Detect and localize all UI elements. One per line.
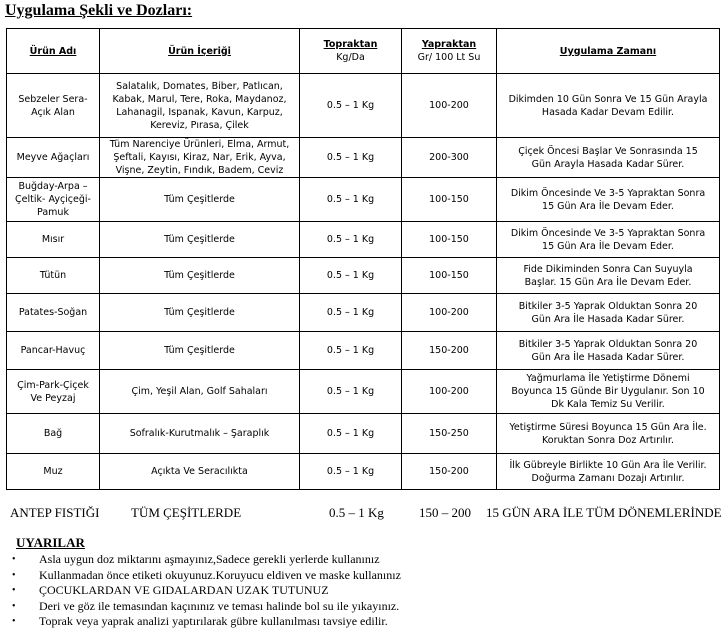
cell-timing xyxy=(497,222,720,258)
cell-timing-line: Yetiştirme Süresi Boyunca 15 Gün Ara İle. xyxy=(509,421,707,433)
cell-timing-line: 15 Gün Ara İle Devam Eder. xyxy=(542,240,674,252)
table-header-row xyxy=(7,29,720,74)
table-row xyxy=(7,178,720,222)
bullet-icon: • xyxy=(12,585,16,596)
header-timing: Uygulama Zamanı xyxy=(497,29,720,74)
warning-text: ÇOCUKLARDAN VE GIDALARDAN UZAK TUTUNUZ xyxy=(39,583,329,597)
cell-content xyxy=(100,294,300,332)
warning-text: Kullanmadan önce etiketi okuyunuz.Koruyucu eldiven ve maske kullanınız xyxy=(39,567,401,582)
header-leaf: Yapraktan Gr/ 100 Lt Su xyxy=(402,29,497,74)
cell-soil: 0.5 – 1 Kg xyxy=(300,414,402,454)
cell-timing-line: Dikim Öncesinde Ve 3-5 Yapraktan Sonra xyxy=(510,187,706,199)
header-content: Ürün İçeriği xyxy=(100,29,300,74)
cell-timing-line: Gün Ara İle Hasada Kadar Sürer. xyxy=(531,351,685,363)
cell-timing-line: Doğurma Zamanı Dozajı Artırılır. xyxy=(531,472,685,484)
cell-timing-line: İlk Gübreyle Birlikte 10 Gün Ara İle Verilir. xyxy=(509,459,707,471)
cell-timing-line: Koruktan Sonra Doz Artırılır. xyxy=(542,434,674,446)
table-row xyxy=(7,222,720,258)
cell-content-line: Tüm Çeşitlerde xyxy=(164,345,235,356)
cell-soil: 0.5 – 1 Kg xyxy=(300,222,402,258)
extra-soil: 0.5 – 1 Kg xyxy=(329,505,384,520)
cell-timing-line: Başlar. 15 Gün Ara İle Devam Eder. xyxy=(524,276,692,288)
bullet-icon: • xyxy=(12,616,16,627)
cell-content-line: Şeftali, Kayısı, Kiraz, Nar, Erik, Ayva, xyxy=(113,152,286,163)
cell-content-line: Kabak, Marul, Tere, Roka, Maydanoz, xyxy=(112,93,287,105)
cell-timing-line: Gün Ara İle Hasada Kadar Sürer. xyxy=(531,313,685,325)
cell-product-line: Açık Alan xyxy=(31,106,75,118)
cell-content xyxy=(100,370,300,414)
cell-timing xyxy=(497,332,720,370)
extra-leaf: 150 – 200 xyxy=(419,505,471,520)
table-row xyxy=(7,74,720,138)
warning-item xyxy=(0,568,401,584)
cell-product-line: Pamuk xyxy=(37,207,69,218)
cell-timing-line: Boyunca 15 Günde Bir Uygulanır. Son 10 xyxy=(511,386,705,397)
cell-product xyxy=(7,138,100,178)
table-row xyxy=(7,258,720,294)
cell-product-line: Mısır xyxy=(41,234,65,245)
cell-timing-line: Fide Dikiminden Sonra Can Suyuyla xyxy=(523,263,693,275)
warning-item xyxy=(0,599,401,615)
bullet-icon: • xyxy=(12,569,16,581)
cell-content-line: Tüm Çeşitlerde xyxy=(164,307,235,318)
cell-content xyxy=(100,332,300,370)
cell-soil: 0.5 – 1 Kg xyxy=(300,294,402,332)
header-soil: Topraktan Kg/Da xyxy=(300,29,402,74)
table-row xyxy=(7,454,720,490)
cell-content-line: Lahanagil, Ispanak, Kavun, Karpuz, xyxy=(116,106,283,118)
cell-leaf: 100-150 xyxy=(402,258,497,294)
cell-timing-line: Bitkiler 3-5 Yaprak Olduktan Sonra 20 xyxy=(518,338,698,350)
cell-timing xyxy=(497,258,720,294)
cell-content-line: Tüm Çeşitlerde xyxy=(164,234,235,245)
cell-timing-line: Yağmurlama İle Yetiştirme Dönemi xyxy=(526,373,690,384)
cell-product-line: Çeltik- Ayçiçeği- xyxy=(15,194,91,205)
cell-leaf: 100-200 xyxy=(402,74,497,138)
cell-soil: 0.5 – 1 Kg xyxy=(300,258,402,294)
cell-product-line: Muz xyxy=(43,466,63,477)
cell-timing-line: Dikimden 10 Gün Sonra Ve 15 Gün Arayla xyxy=(508,93,708,105)
table-row xyxy=(7,138,720,178)
cell-content-line: Çim, Yeşil Alan, Golf Sahaları xyxy=(131,386,268,397)
cell-product xyxy=(7,222,100,258)
cell-product-line: Tütün xyxy=(39,270,67,281)
cell-content xyxy=(100,222,300,258)
cell-content xyxy=(100,414,300,454)
cell-product-line: Çim-Park-Çiçek xyxy=(17,379,89,391)
cell-timing xyxy=(497,294,720,332)
cell-timing xyxy=(497,454,720,490)
warnings-list xyxy=(0,552,401,630)
cell-soil: 0.5 – 1 Kg xyxy=(300,454,402,490)
cell-timing xyxy=(497,178,720,222)
warning-text: Asla uygun doz miktarını aşmayınız,Sadece gerekli yerlerde kullanınız xyxy=(39,552,380,566)
header-product: Ürün Adı xyxy=(7,29,100,74)
warning-text: Toprak veya yaprak analizi yaptırılarak gübre kullanılması tavsiye edilir. xyxy=(39,614,388,628)
cell-content-line: Salatalık, Domates, Biber, Patlıcan, xyxy=(116,80,283,92)
cell-content-line: Vişne, Zeytin, Fındık, Badem, Ceviz xyxy=(115,165,284,176)
cell-soil: 0.5 – 1 Kg xyxy=(300,138,402,178)
cell-timing-line: Hasada Kadar Devam Edilir. xyxy=(541,106,675,118)
cell-soil: 0.5 – 1 Kg xyxy=(300,178,402,222)
cell-soil: 0.5 – 1 Kg xyxy=(300,74,402,138)
cell-product xyxy=(7,414,100,454)
warning-item xyxy=(0,583,401,599)
cell-leaf: 150-200 xyxy=(402,454,497,490)
cell-product xyxy=(7,294,100,332)
page-title: Uygulama Şekli ve Dozları: xyxy=(5,2,193,19)
cell-product xyxy=(7,74,100,138)
cell-product-line: Buğday-Arpa – xyxy=(18,181,88,192)
cell-soil: 0.5 – 1 Kg xyxy=(300,332,402,370)
cell-product-line: Ve Peyzaj xyxy=(30,392,76,404)
cell-timing-line: Çiçek Öncesi Başlar Ve Sonrasında 15 xyxy=(518,145,698,157)
warnings-title: UYARILAR xyxy=(16,535,85,550)
table-row xyxy=(7,370,720,414)
cell-leaf: 100-200 xyxy=(402,370,497,414)
cell-soil: 0.5 – 1 Kg xyxy=(300,370,402,414)
extra-product: ANTEP FISTIĞI xyxy=(10,505,100,520)
cell-timing xyxy=(497,414,720,454)
dosage-table xyxy=(6,28,720,490)
cell-timing xyxy=(497,138,720,178)
cell-content-line: Kereviz, Pırasa, Çilek xyxy=(150,119,249,131)
cell-content xyxy=(100,138,300,178)
cell-timing-line: Dikim Öncesinde Ve 3-5 Yapraktan Sonra xyxy=(510,227,706,239)
cell-product xyxy=(7,370,100,414)
extra-content: TÜM ÇEŞİTLERDE xyxy=(131,505,242,520)
cell-content xyxy=(100,454,300,490)
warning-item xyxy=(0,552,401,568)
cell-timing-line: Gün Arayla Hasada Kadar Sürer. xyxy=(531,158,685,170)
cell-product-line: Sebzeler Sera- xyxy=(18,93,88,105)
cell-content-line: Tüm Çeşitlerde xyxy=(164,270,235,281)
cell-content xyxy=(100,74,300,138)
cell-leaf: 150-250 xyxy=(402,414,497,454)
cell-leaf: 150-200 xyxy=(402,332,497,370)
cell-leaf: 100-150 xyxy=(402,222,497,258)
cell-timing-line: 15 Gün Ara İle Devam Eder. xyxy=(542,200,674,212)
table-row xyxy=(7,414,720,454)
table-row xyxy=(7,332,720,370)
cell-content-line: Tüm Çeşitlerde xyxy=(164,194,235,205)
cell-product-line: Patates-Soğan xyxy=(18,307,88,318)
bullet-icon: • xyxy=(12,600,16,612)
cell-timing-line: Bitkiler 3-5 Yaprak Olduktan Sonra 20 xyxy=(518,300,698,312)
cell-product-line: Pancar-Havuç xyxy=(20,345,86,356)
cell-leaf: 100-200 xyxy=(402,294,497,332)
cell-product xyxy=(7,178,100,222)
cell-leaf: 100-150 xyxy=(402,178,497,222)
cell-product xyxy=(7,332,100,370)
cell-content-line: Tüm Narenciye Ürünleri, Elma, Armut, xyxy=(109,139,290,150)
cell-content-line: Açıkta Ve Seracılıkta xyxy=(151,466,248,477)
cell-timing xyxy=(497,74,720,138)
table-row xyxy=(7,294,720,332)
extra-row xyxy=(0,505,725,523)
warning-text: Deri ve göz ile temasından kaçınınız ve teması halinde bol su ile yıkayınız. xyxy=(39,598,400,613)
cell-timing-line: Dk Kala Temiz Su Verilir. xyxy=(551,399,665,410)
cell-product xyxy=(7,454,100,490)
cell-product-line: Meyve Ağaçları xyxy=(16,152,90,163)
cell-product xyxy=(7,258,100,294)
cell-content-line: Sofralık-Kurutmalık – Şaraplık xyxy=(129,428,270,439)
cell-content xyxy=(100,258,300,294)
cell-timing xyxy=(497,370,720,414)
cell-leaf: 200-300 xyxy=(402,138,497,178)
warning-item xyxy=(0,614,401,630)
extra-timing: 15 GÜN ARA İLE TÜM DÖNEMLERİNDE xyxy=(486,505,722,520)
cell-content xyxy=(100,178,300,222)
cell-product-line: Bağ xyxy=(43,428,63,439)
bullet-icon: • xyxy=(12,554,16,565)
